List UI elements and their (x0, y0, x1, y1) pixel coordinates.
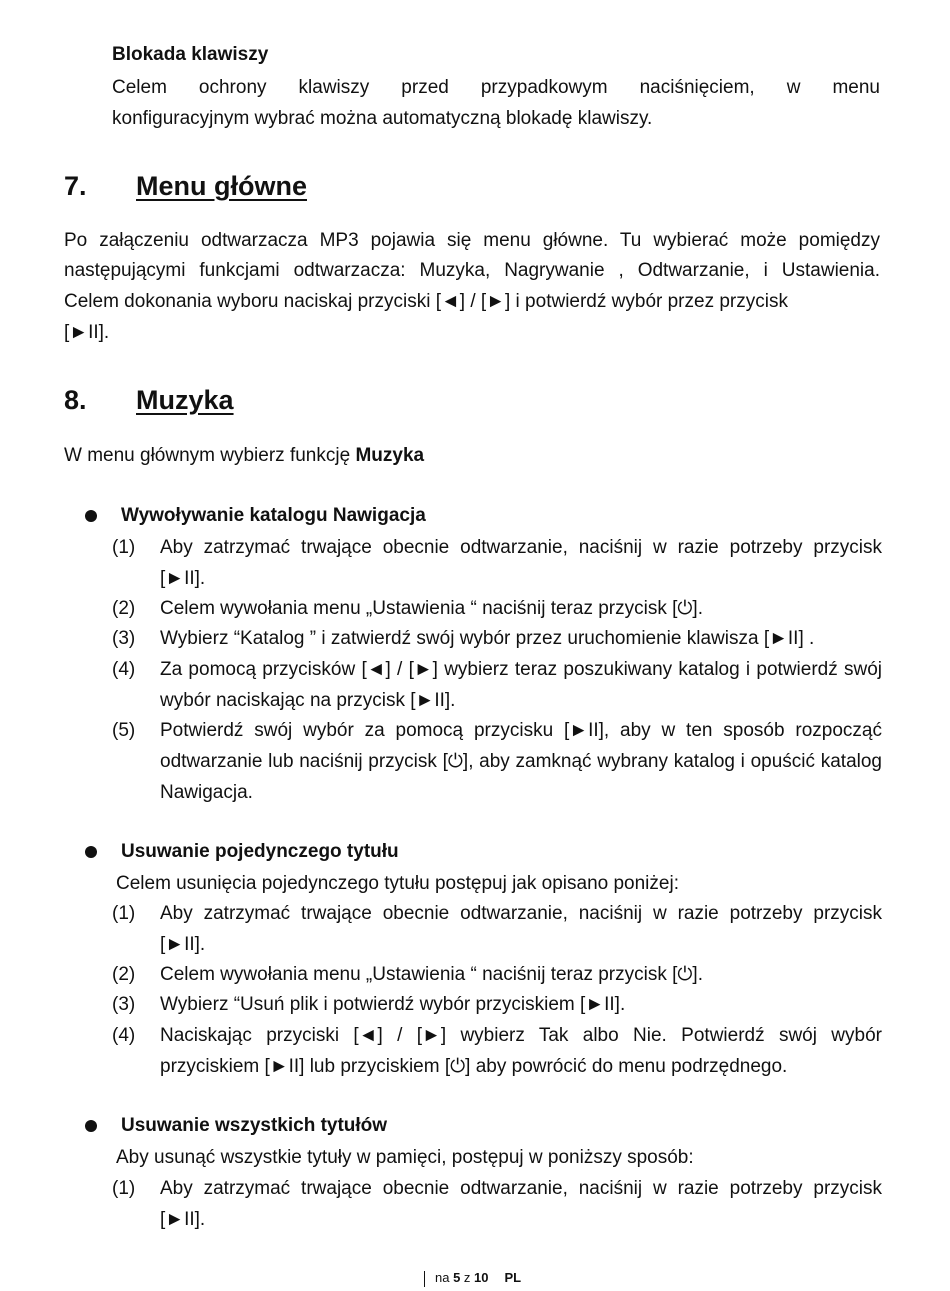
keylock-line-2: konfiguracyjnym wybrać można automatyczną blokadę klawiszy. (112, 108, 653, 129)
list-item (112, 1020, 882, 1082)
footer-prefix: na (435, 1270, 454, 1285)
list-item (112, 593, 882, 624)
footer-language: PL (504, 1270, 522, 1285)
list-item-number: (4) (112, 659, 136, 680)
footer-divider (424, 1271, 425, 1287)
list-item-number: (1) (112, 537, 136, 558)
bullet-intro: Celem usunięcia pojedynczego tytułu postępuj jak opisano poniżej: (116, 873, 679, 894)
bullet-icon (85, 846, 97, 858)
list-item-text: Potwierdź swój wybór za pomocą przycisku [►II], aby w ten sposób rozpocząć odtwarzanie lub naciśnij przycisk [⏻], aby zamknąć wybrany katalog i opuścić katalog Nawigacja. (160, 720, 882, 803)
list-item-text: Naciskając przyciski [◄] / [►] wybierz Tak albo Nie. Potwierdź swój wybór przyciskiem [►II] lub przyciskiem [⏻] aby powrócić do menu podrzędnego. (160, 1025, 882, 1077)
list-item-text: Aby zatrzymać trwające obecnie odtwarzanie, naciśnij w razie potrzeby przycisk [►II]. (160, 537, 882, 589)
list-item-text: Aby zatrzymać trwające obecnie odtwarzanie, naciśnij w razie potrzeby przycisk [►II]. (160, 903, 882, 955)
section-title: Menu główne (136, 171, 307, 201)
list-item-number: (2) (112, 964, 136, 985)
list-item-number: (3) (112, 628, 136, 649)
list-item (112, 1173, 882, 1235)
list-item-text: Wybierz “Katalog ” i zatwierdź swój wybór przez uruchomienie klawisza [►II] . (160, 628, 815, 649)
section-number: 8. (64, 385, 87, 415)
list-item-number: (1) (112, 1178, 136, 1199)
list-item-number: (4) (112, 1025, 136, 1046)
bullet-icon (85, 510, 97, 522)
section-intro (64, 440, 880, 471)
footer-page-total: 10 (474, 1270, 489, 1285)
list-item-number: (5) (112, 720, 136, 741)
page-footer (424, 1270, 521, 1287)
footer-of: z (460, 1270, 475, 1285)
list-item-number: (1) (112, 903, 136, 924)
section-text-line: Po załączeniu odtwarzacza MP3 pojawia się menu główne. Tu wybierać może pomiędzy (64, 230, 880, 251)
section-number: 7. (64, 171, 87, 201)
list-item (112, 898, 882, 960)
section-intro-text: W menu głównym wybierz funkcję (64, 445, 356, 466)
footer-page-number: 5 (453, 1270, 461, 1285)
bullet-intro: Aby usunąć wszystkie tytuły w pamięci, postępuj w poniższy sposób: (116, 1147, 694, 1168)
list-item-text: Wybierz “Usuń plik i potwierdź wybór przyciskiem [►II]. (160, 994, 626, 1015)
section-intro-bold: Muzyka (355, 445, 425, 466)
list-item (112, 989, 882, 1020)
list-item-text: Aby zatrzymać trwające obecnie odtwarzanie, naciśnij w razie potrzeby przycisk [►II]. (160, 1178, 882, 1230)
list-item (112, 532, 882, 594)
list-item-number: (2) (112, 598, 136, 619)
section-text-line: następującymi funkcjami odtwarzacza: Muzyka, Nagrywanie , Odtwarzanie, i Ustawienia. (64, 260, 880, 281)
bullet-icon (85, 1120, 97, 1132)
list-item (112, 623, 882, 654)
list-item-text: Celem wywołania menu „Ustawienia “ naciśnij teraz przycisk [⏻]. (160, 964, 703, 985)
list-item (112, 715, 882, 808)
list-item (112, 959, 882, 990)
section-title: Muzyka (136, 385, 234, 415)
list-item (112, 654, 882, 716)
list-item-text: Za pomocą przycisków [◄] / [►] wybierz teraz poszukiwany katalog i potwierdź swój wybór naciskając na przycisk [►II]. (160, 659, 882, 711)
bullet-title: Usuwanie wszystkich tytułów (121, 1115, 388, 1136)
section-text-line: Celem dokonania wyboru naciskaj przyciski [◄] / [►] i potwierdź wybór przez przycisk (64, 291, 788, 312)
keylock-line-1: Celem ochrony klawiszy przed przypadkowym naciśnięciem, w menu (112, 77, 880, 98)
list-item-number: (3) (112, 994, 136, 1015)
list-item-text: Celem wywołania menu „Ustawienia “ naciśnij teraz przycisk [⏻]. (160, 598, 703, 619)
bullet-title: Wywoływanie katalogu Nawigacja (121, 505, 426, 526)
keylock-title: Blokada klawiszy (112, 44, 269, 65)
section-text-line: [►II]. (64, 322, 110, 343)
bullet-title: Usuwanie pojedynczego tytułu (121, 841, 399, 862)
